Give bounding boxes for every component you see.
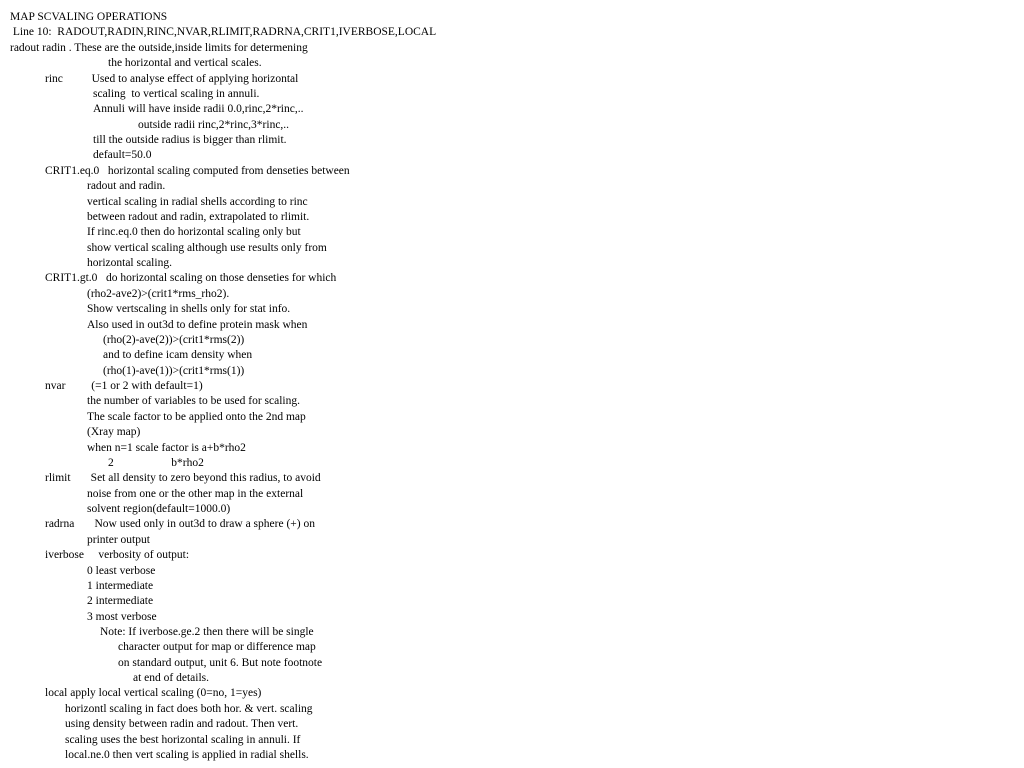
doc-line: (Xray map) — [87, 426, 141, 438]
doc-line: horizontal scaling. — [87, 257, 172, 269]
doc-line: 3 most verbose — [87, 611, 157, 623]
document-title: MAP SCVALING OPERATIONS — [10, 11, 168, 23]
doc-line: noise from one or the other map in the external — [87, 488, 304, 500]
doc-line: rlimit Set all density to zero beyond this radius, to avoid — [45, 472, 321, 484]
doc-line: scaling uses the best horizontal scaling in annuli. If — [65, 734, 301, 746]
doc-line: the horizontal and vertical scales. — [108, 57, 262, 69]
doc-line: printer output — [87, 534, 150, 546]
doc-line: Annuli will have inside radii 0.0,rinc,2*rinc,.. — [93, 103, 304, 115]
doc-line: 2 b*rho2 — [108, 457, 204, 469]
doc-line: iverbose verbosity of output: — [45, 549, 190, 561]
doc-line: Note: If iverbose.ge.2 then there will be single — [100, 626, 314, 638]
doc-line: The scale factor to be applied onto the 2nd map — [87, 411, 306, 423]
doc-line: Also used in out3d to define protein mask when — [87, 319, 308, 331]
doc-line: radout and radin. — [87, 180, 166, 192]
doc-line: CRIT1.gt.0 do horizontal scaling on those denseties for which — [45, 272, 337, 284]
doc-line: nvar (=1 or 2 with default=1) — [45, 380, 203, 392]
doc-line: Line 10: RADOUT,RADIN,RINC,NVAR,RLIMIT,RADRNA,CRIT1,IVERBOSE,LOCAL — [10, 26, 437, 38]
doc-line: (rho(2)-ave(2))>(crit1*rms(2)) — [103, 334, 245, 346]
doc-line: If rinc.eq.0 then do horizontal scaling only but — [87, 226, 301, 238]
doc-line: when n=1 scale factor is a+b*rho2 — [87, 442, 246, 454]
doc-line: radrna Now used only in out3d to draw a sphere (+) on — [45, 518, 315, 530]
doc-line: and to define icam density when — [103, 349, 253, 361]
doc-line: till the outside radius is bigger than rlimit. — [93, 134, 287, 146]
doc-line: Show vertscaling in shells only for stat info. — [87, 303, 291, 315]
doc-line: the number of variables to be used for scaling. — [87, 395, 301, 407]
doc-line: character output for map or difference map — [118, 641, 316, 653]
doc-line: rinc Used to analyse effect of applying horizontal — [45, 73, 299, 85]
doc-line: radout radin . These are the outside,inside limits for determening — [10, 42, 308, 54]
doc-line: vertical scaling in radial shells according to rinc — [87, 196, 308, 208]
doc-line: at end of details. — [133, 672, 210, 684]
doc-line: solvent region(default=1000.0) — [87, 503, 231, 515]
doc-line: local apply local vertical scaling (0=no, 1=yes) — [45, 687, 262, 699]
doc-line: (rho2-ave2)>(crit1*rms_rho2). — [87, 288, 230, 300]
doc-line: (rho(1)-ave(1))>(crit1*rms(1)) — [103, 365, 245, 377]
doc-line: using density between radin and radout. Then vert. — [65, 718, 299, 730]
doc-line: on standard output, unit 6. But note footnote — [118, 657, 323, 669]
doc-line: scaling to vertical scaling in annuli. — [93, 88, 260, 100]
doc-line: local.ne.0 then vert scaling is applied in radial shells. — [65, 749, 309, 761]
doc-line: 2 intermediate — [87, 595, 154, 607]
doc-line: outside radii rinc,2*rinc,3*rinc,.. — [138, 119, 290, 131]
doc-line: default=50.0 — [93, 149, 152, 161]
doc-line: CRIT1.eq.0 horizontal scaling computed from denseties between — [45, 165, 350, 177]
doc-line: horizontl scaling in fact does both hor. & vert. scaling — [65, 703, 313, 715]
doc-line: 0 least verbose — [87, 565, 156, 577]
doc-line: 1 intermediate — [87, 580, 154, 592]
doc-line: between radout and radin, extrapolated to rlimit. — [87, 211, 310, 223]
doc-line: show vertical scaling although use results only from — [87, 242, 327, 254]
